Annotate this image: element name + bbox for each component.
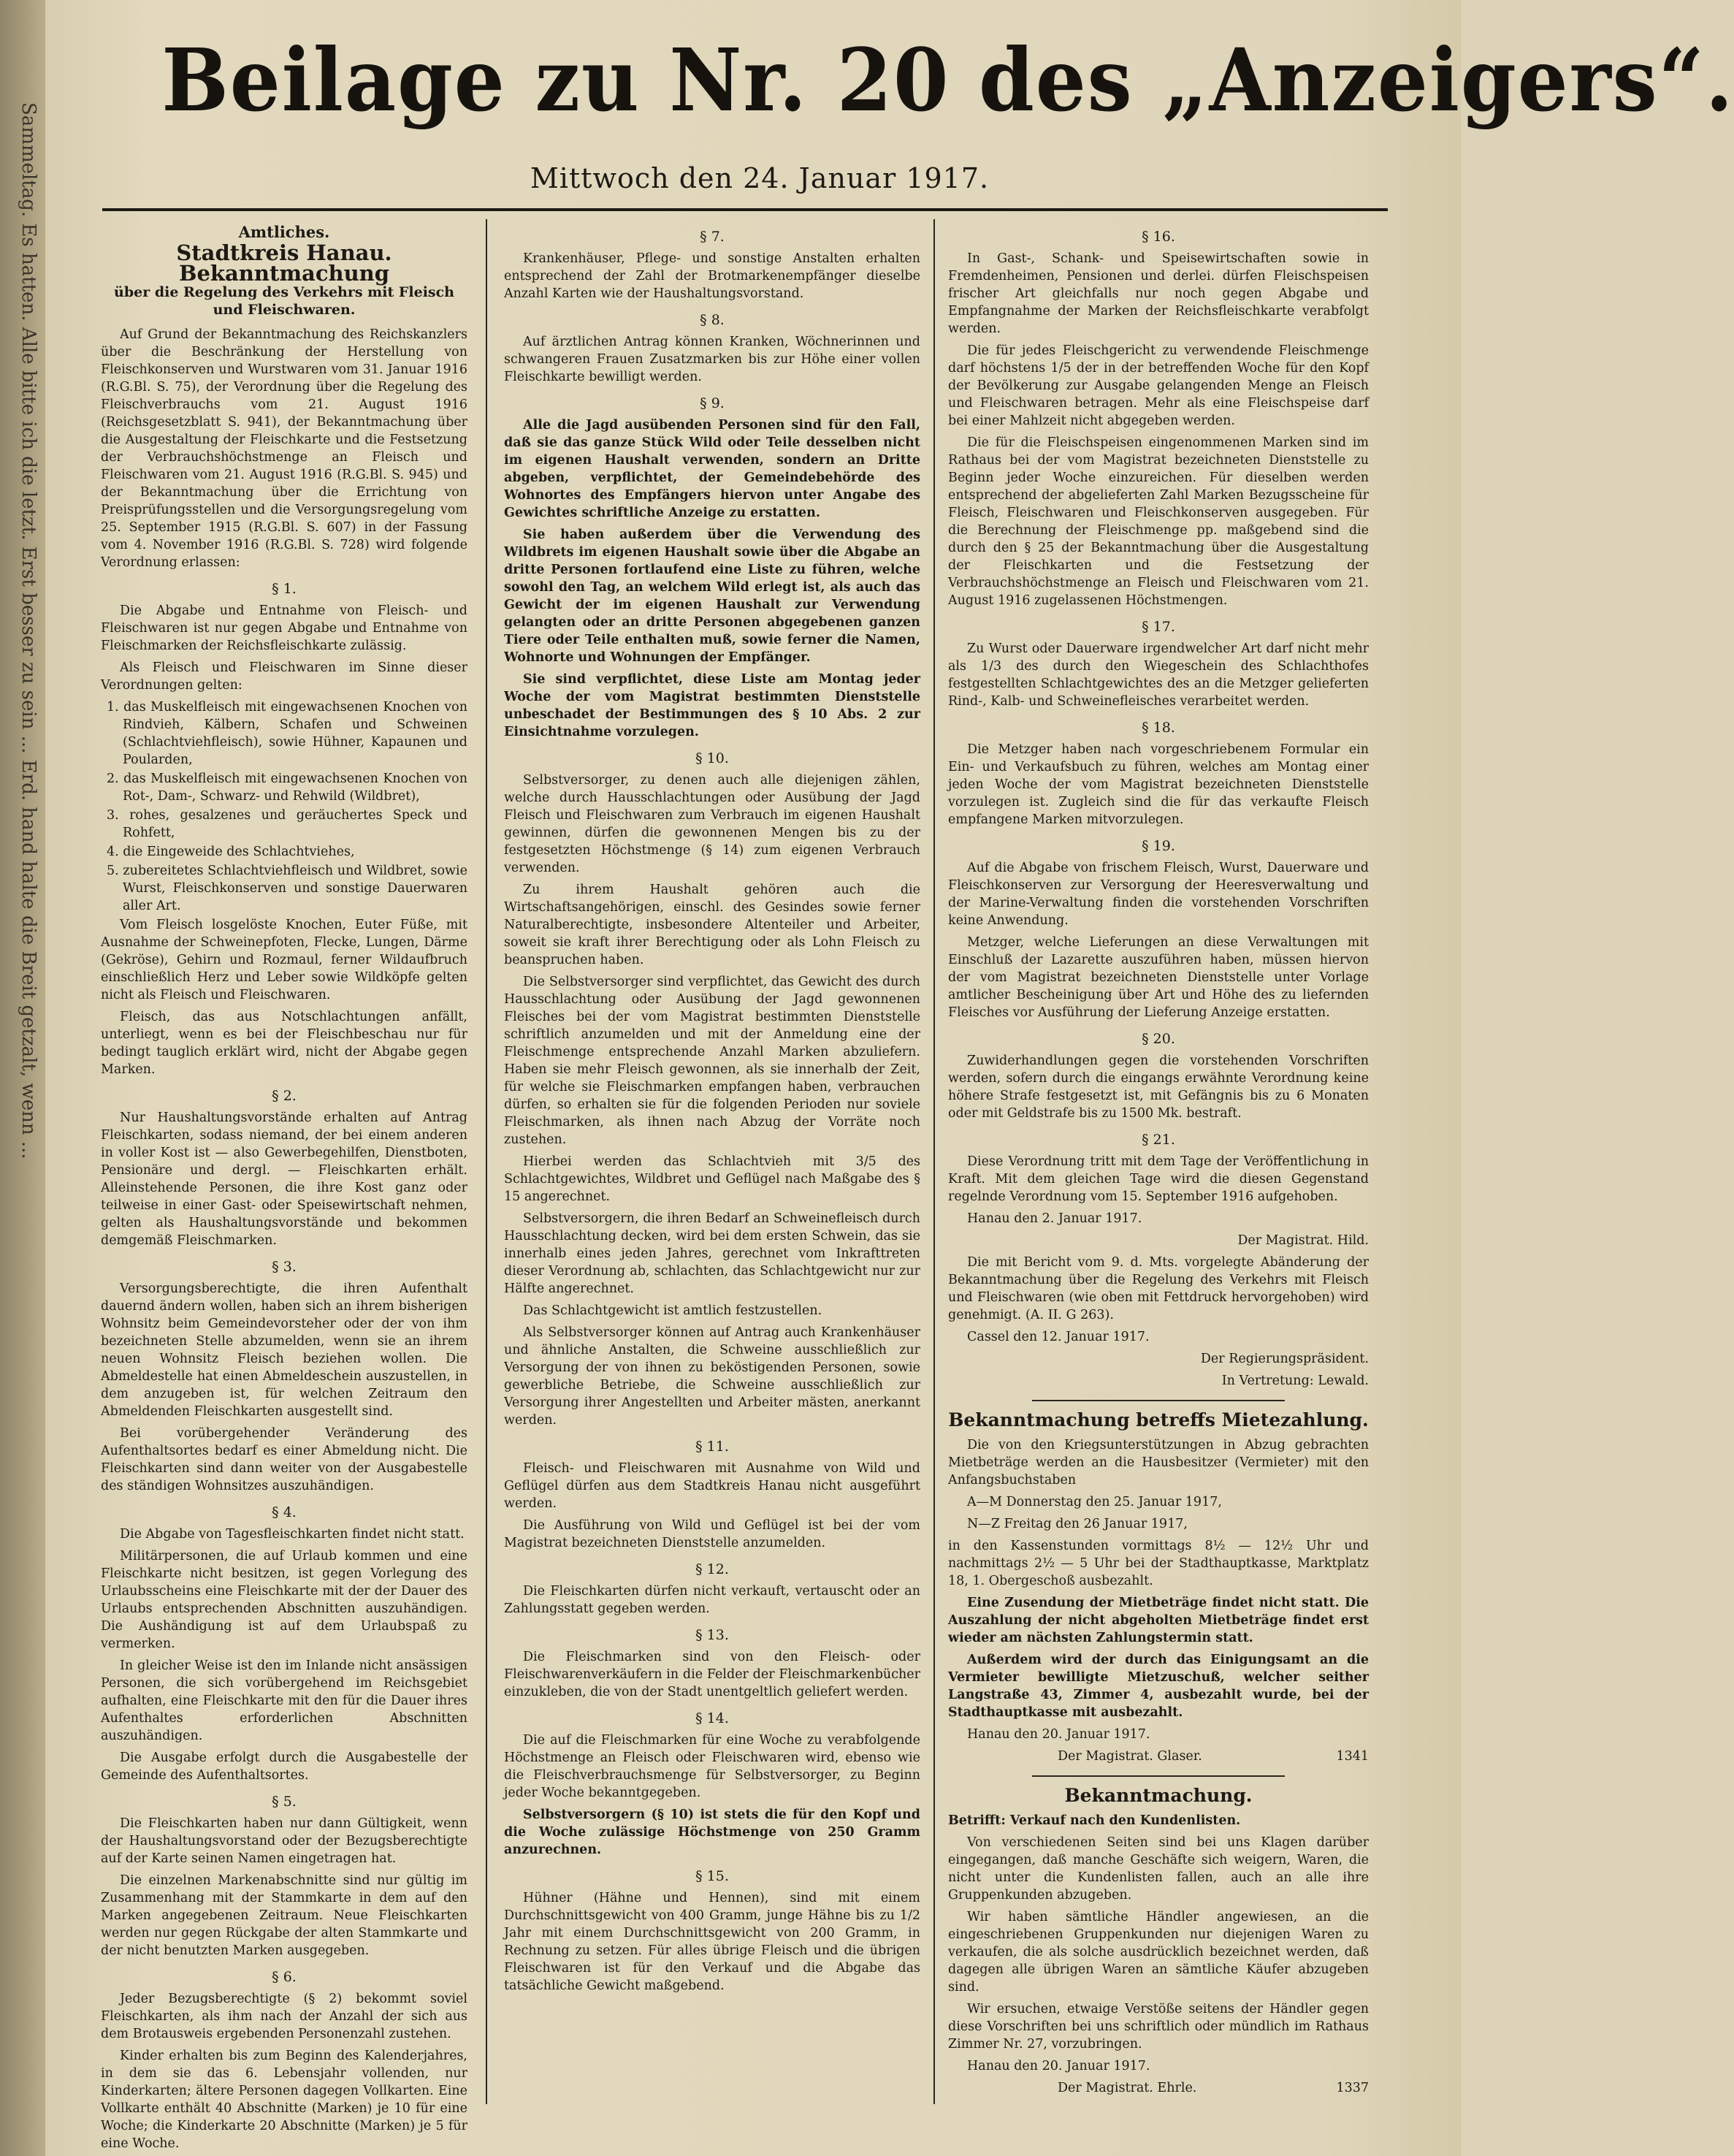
section-number: § 3. — [272, 1259, 297, 1275]
paragraph: Bei vorübergehender Veränderung des Aufenthaltsortes bedarf es einer Abmeldung nicht. Die Fleischkarten sind dann weiter von der Ausgabestelle des ständigen Wohnsitzes auszuhändigen. — [101, 1426, 467, 1493]
section-number: § 14. — [695, 1710, 729, 1726]
dateline-signature: Hanau den 20. Januar 1917. — [967, 2059, 1150, 2073]
section-number: § 1. — [272, 581, 297, 597]
paragraph: Auf Grund der Bekanntmachung des Reichskanzlers über die Beschränkung der Herstellung von Fleischkonserven und Wurstwaren vom 31. Januar 1916 (R.G.Bl. S. 75), der Verordnung über die Regelung des Fleischverbrauchs vom 21. August 1916 (Reichsgesetzblatt S. 941), der Bekanntmachung über die Ausgestaltung der Fleischkarte und die Festsetzung der Verbrauchshöchstmenge an Fleisch und Fleischwaren vom 21. August 1916 (R.G.Bl. S. 945) und der Bekanntmachung über die Errichtung von Preisprüfungsstellen und die Versorgungsregelung vom 25. September 1915 (R.G.Bl. S. 607) in der Fassung vom 4. November 1916 (R.G.Bl. S. 728) wird folgende Verordnung erlassen: — [101, 327, 467, 570]
paragraph: Metzger, welche Lieferungen an diese Verwaltungen mit Einschluß der Lazarette auszuführen haben, müssen hiervon der vom Magistrat bezeichneten Dienststelle unter Vorlage amtlicher Bescheinigung über Art und Höhe des zu liefernden Fleisches vor Ausführung der Lieferung Anzeige erstatten. — [948, 935, 1369, 1020]
section-number: § 13. — [695, 1627, 729, 1643]
section-number: § 11. — [695, 1439, 729, 1455]
paragraph: In gleicher Weise ist den im Inlande nicht ansässigen Personen, die sich vorübergehend im Reichsgebiet aufhalten, eine Fleischkarte mit den für die Dauer ihres Aufenthaltes erforderlichen Abschnitten auszuhändigen. — [101, 1658, 467, 1743]
section-number: § 16. — [1142, 229, 1175, 245]
section-number: § 9. — [700, 395, 725, 411]
signature: In Vertretung: Lewald. — [1221, 1374, 1369, 1388]
column-divider — [933, 219, 935, 2104]
section-number: § 4. — [272, 1504, 297, 1520]
paragraph: Fleisch, das aus Notschlachtungen anfällt, unterliegt, wenn es bei der Fleischbeschau nur für bedingt tauglich erklärt wird, nicht der Abgabe gegen Marken. — [101, 1010, 467, 1077]
dateline-signature: Cassel den 12. Januar 1917. — [967, 1330, 1150, 1344]
paragraph: Die Fleischmarken sind von den Fleisch- oder Fleischwarenverkäufern in die Felder der Fleischmarkenbücher einzukleben, die von der Stadt unentgeltlich geliefert werden. — [504, 1650, 920, 1699]
paragraph: Die für jedes Fleischgericht zu verwendende Fleischmenge darf höchstens 1/5 der in der betreffenden Woche für den Kopf der Bevölkerung zur Ausgabe gelangenden Menge an Fleisch und Fleischwaren betragen. Mehr als eine Fleischspeise darf bei einer Mahlzeit nicht abgegeben werden. — [948, 343, 1369, 428]
paragraph: Zu ihrem Haushalt gehören auch die Wirtschaftsangehörigen, einschl. des Gesindes sowie ferner Naturalberechtigte, insbesondere Altenteiler und Arbeiter, soweit sie kraft ihrer Berechtigung oder als Lohn Fleisch zu beanspruchen haben. — [504, 883, 920, 967]
column-1 — [101, 219, 467, 2151]
paragraph: Selbstversorgern, die ihren Bedarf an Schweinefleisch durch Hausschlachtung decken, wird bei dem ersten Schwein, das sie innerhalb eines jeden Jahres, gerechnet vom Inkrafttreten dieser Verordnung ab, schlachten, das Schlachtgewicht nur zur Hälfte angerechnet. — [504, 1211, 920, 1296]
paragraph: Hühner (Hähne und Hennen), sind mit einem Durchschnittsgewicht von 400 Gramm, junge Hähne bis zu 1/2 Jahr mit einem Durchschnittsgewicht von 200 Gramm, in Rechnung zu setzen. Für alles übrige Fleisch und die übrigen Fleischwaren ist für den Verkauf und die Abgabe das tatsächliche Gewicht maßgebend. — [504, 1891, 920, 1993]
paragraph: Auf die Abgabe von frischem Fleisch, Wurst, Dauerware und Fleischkonserven zur Versorgung der Heeresverwaltung und der Marine-Verwaltung finden die vorstehenden Vorschriften keine Anwendung. — [948, 861, 1369, 928]
column-divider — [486, 219, 487, 2104]
paragraph: Das Schlachtgewicht ist amtlich festzustellen. — [523, 1303, 822, 1318]
paragraph-bold: Selbstversorgern (§ 10) ist stets die für den Kopf und die Woche zulässige Höchstmenge von 250 Gramm anzurechnen. — [504, 1808, 920, 1857]
paragraph: Vom Fleisch losgelöste Knochen, Euter Füße, mit Ausnahme der Schweinepfoten, Flecke, Lungen, Därme (Gekröse), Gehirn und Rozmaul, ferner Wildaufbruch einschließlich Herz und Leber sowie Wildköpfe gelten nicht als Fleisch und Fleischwaren. — [101, 918, 467, 1002]
district-title: Stadtkreis Hanau. — [176, 240, 392, 265]
schedule-line: N—Z Freitag den 26 Januar 1917, — [967, 1517, 1188, 1531]
adjacent-page-text: Sammeltag. Es hatten. Alle bitte ich die letzt. Erst besser zu sein ... Erd. hand halte die Breit getzalt, wenn ... — [18, 102, 39, 1159]
paragraph: Die Selbstversorger sind verpflichtet, das Gewicht des durch Hausschlachtung oder Ausübung der Jagd gewonnenen Fleisches bei der vom Magistrat bestimmten Dienststelle schriftlich anzumelden und mit der Anmeldung eine der Fleischmenge entsprechende Anzahl Marken abzuliefern. Haben sie mehr Fleisch gewonnen, als sie innerhalb der Zeit, für welche sie Fleischmarken empfangen haben, verbrauchen dürfen, so erhalten sie für die folgenden Perioden nur soviele Fleischmarken, als ihnen nach Abzug der Vorräte noch zustehen. — [504, 975, 920, 1147]
paragraph: Die Fleischkarten haben nur dann Gültigkeit, wenn der Haushaltungsvorstand oder der Bezugsberechtigte auf der Karte seinen Namen eingetragen hat. — [101, 1816, 467, 1866]
notice-heading: Bekanntmachung — [178, 261, 390, 286]
section-number: § 7. — [700, 229, 725, 245]
list-item: 4. die Eingeweide des Schlachtviehes, — [107, 845, 355, 859]
signature: Der Magistrat. Ehrle. — [1058, 2081, 1197, 2095]
paragraph: In Gast-, Schank- und Speisewirtschaften sowie in Fremdenheimen, Pensionen und derlei. dürfen Fleischspeisen frischer Art gleichfalls nur noch gegen Abgabe und Empfangnahme der Marken der Reichsfleischkarte verabfolgt werden. — [948, 251, 1369, 336]
section-number: § 10. — [695, 750, 729, 766]
paragraph: Die Abgabe und Entnahme von Fleisch- und Fleischwaren ist nur gegen Abgabe und Entnahme von Fleischmarken der Reichsfleischkarte zulässig. — [101, 603, 467, 653]
paragraph: Die Metzger haben nach vorgeschriebenem Formular ein Ein- und Verkaufsbuch zu führen, welches am Montag einer jeden Woche der vom Magistrat bezeichneten Dienststelle vorzulegen ist. Zugleich sind die für das verkaufte Fleisch empfangene Marken mitvorzulegen. — [948, 742, 1369, 827]
paragraph: Kinder erhalten bis zum Beginn des Kalenderjahres, in dem sie das 6. Lebensjahr vollenden, nur Kinderkarten; ältere Personen dagegen Vollkarten. Eine Vollkarte enthält 40 Abschnitte (Marken) je 10 für eine Woche; die Kinderkarte 20 Abschnitte (Marken) je 5 für eine Woche. — [101, 2049, 467, 2151]
paragraph: Die auf die Fleischmarken für eine Woche zu verabfolgende Höchstmenge an Fleisch oder Fleischwaren wird, ebenso wie die Fleischverbrauchsmenge für Selbstversorger, zu Beginn jeder Woche bekanntgegeben. — [504, 1733, 920, 1800]
paragraph: Die Ausgabe erfolgt durch die Ausgabestelle der Gemeinde des Aufenthaltsortes. — [101, 1751, 467, 1783]
section-number: § 5. — [272, 1794, 297, 1810]
subject-line: Betrifft: Verkauf nach den Kundenlisten. — [948, 1813, 1241, 1828]
dateline: Mittwoch den 24. Januar 1917. — [530, 162, 990, 194]
signature-row — [948, 2079, 1369, 2097]
notice-heading: Bekanntmachung. — [1064, 1785, 1253, 1806]
list-item: 3. rohes, gesalzenes und geräuchertes Speck und Rohfett, — [107, 808, 467, 840]
paragraph: Als Selbstversorger können auf Antrag auch Krankenhäuser und ähnliche Anstalten, die Schweine ausschließlich zur Versorgung der von ihnen zu beköstigenden Personen, sowie gewerbliche Betriebe, die Schweine ausschließlich zur Versorgung ihrer Angestellten und Arbeiter mästen, anerkannt werden. — [504, 1325, 920, 1428]
notice-heading: Bekanntmachung betreffs Mietezahlung. — [948, 1409, 1369, 1431]
header-rule — [102, 208, 1388, 211]
paragraph: Von verschiedenen Seiten sind bei uns Klagen darüber eingegangen, daß manche Geschäfte sich weigern, Waren, die nicht unter die Kundenlisten fallen, auch an alle ihre Gruppenkunden abzugeben. — [948, 1835, 1369, 1902]
section-number: § 15. — [695, 1868, 729, 1884]
paragraph: Die Fleischkarten dürfen nicht verkauft, vertauscht oder an Zahlungsstatt gegeben werden. — [504, 1584, 920, 1616]
signature: Der Magistrat. Hild. — [1237, 1233, 1369, 1248]
paragraph: Krankenhäuser, Pflege- und sonstige Anstalten erhalten entsprechend der Zahl der Brotmarkenempfänger dieselbe Anzahl Karten wie der Haushaltungsvorstand. — [504, 251, 920, 301]
dateline-signature: Hanau den 20. Januar 1917. — [967, 1727, 1150, 1742]
section-number: § 19. — [1142, 838, 1175, 854]
notice-number: 1341 — [1336, 1749, 1369, 1764]
section-kicker: Amtliches. — [238, 223, 330, 241]
paragraph: Die von den Kriegsunterstützungen in Abzug gebrachten Mietbeträge werden an die Hausbesitzer (Vermieter) mit den Anfangsbuchstaben — [948, 1438, 1369, 1488]
signature: Der Magistrat. Glaser. — [1058, 1749, 1202, 1764]
paragraph: Zuwiderhandlungen gegen die vorstehenden Vorschriften werden, sofern durch die eingangs erwähnte Verordnung keine höhere Strafe festgesetzt ist, mit Gefängnis bis zu 6 Monaten oder mit Geldstrafe bis zu 1500 Mk. bestraft. — [948, 1054, 1369, 1121]
paragraph: Die mit Bericht vom 9. d. Mts. vorgelegte Abänderung der Bekanntmachung über die Regelung des Verkehrs mit Fleisch und Fleischwaren (wie oben mit Fettdruck hervorgehoben) wird genehmigt. (A. II. G 263). — [948, 1255, 1369, 1322]
section-number: § 20. — [1142, 1031, 1175, 1047]
list-item: 5. zubereitetes Schlachtviehfleisch und Wildbret, sowie Wurst, Fleischkonserven und sonstige Dauerwaren aller Art. — [107, 864, 467, 913]
paragraph: Wir haben sämtliche Händler angewiesen, an die eingeschriebenen Gruppenkunden nur diejenigen Waren zu verkaufen, die als solche ausdrücklich bezeichnet werden, daß dagegen alle übrigen Waren an sämtliche Käufer abzugeben sind. — [948, 1910, 1369, 1995]
paragraph-bold: Alle die Jagd ausübenden Personen sind für den Fall, daß sie das ganze Stück Wild oder Teile desselben nicht im eigenen Haushalt verwenden, sondern an Dritte abgeben, verpflichtet, der Gemeindebehörde des Wohnortes des Empfängers hiervon unter Angabe des Gewichtes schriftliche Anzeige zu erstatten. — [504, 418, 920, 520]
section-number: § 2. — [272, 1088, 297, 1104]
notice-subheading: über die Regelung des Verkehrs mit Fleisch und Fleischwaren. — [114, 284, 454, 318]
notice-number: 1337 — [1336, 2081, 1369, 2095]
section-number: § 21. — [1142, 1132, 1175, 1148]
paragraph: Auf ärztlichen Antrag können Kranken, Wöchnerinnen und schwangeren Frauen Zusatzmarken bis zur Höhe einer vollen Fleischkarte bewilligt werden. — [504, 335, 920, 384]
divider — [1032, 1775, 1285, 1777]
section-number: § 18. — [1142, 720, 1175, 736]
section-number: § 8. — [700, 312, 725, 328]
schedule-line: A—M Donnerstag den 25. Januar 1917, — [967, 1495, 1222, 1509]
paragraph: Selbstversorger, zu denen auch alle diejenigen zählen, welche durch Hausschlachtungen oder Ausübung der Jagd Fleisch und Fleischwaren zum Verbrauch im eigenen Haushalt gewinnen, dürfen die gewonnenen Mengen bis zu der festgesetzten Höchstmenge (§ 14) zum eigenen Verbrauch verwenden. — [504, 773, 920, 875]
list-item: 2. das Muskelfleisch mit eingewachsenen Knochen von Rot-, Dam-, Schwarz- und Rehwild (Wildbret), — [107, 772, 467, 804]
paragraph-bold: Sie sind verpflichtet, diese Liste am Montag jeder Woche der vom Magistrat bestimmten Dienststelle unbeschadet der Bestimmungen des § 10 Abs. 2 zur Einsichtnahme vorzulegen. — [504, 672, 920, 739]
paragraph: in den Kassenstunden vormittags 8½ — 12½ Uhr und nachmittags 2½ — 5 Uhr bei der Stadthauptkasse, Marktplatz 18, 1. Obergeschoß ausbezahlt. — [948, 1539, 1369, 1588]
column-3 — [948, 219, 1369, 2104]
paragraph: Jeder Bezugsberechtigte (§ 2) bekommt soviel Fleischkarten, als ihm nach der Anzahl der sich aus dem Brotausweis ergebenden Personenzahl zustehen. — [101, 1992, 467, 2041]
signature-office: Der Regierungspräsident. — [1200, 1352, 1369, 1366]
paragraph: Die Abgabe von Tagesfleischkarten findet nicht statt. — [120, 1527, 465, 1542]
list-item: 1. das Muskelfleisch mit eingewachsenen Knochen von Rindvieh, Kälbern, Schafen und Schweinen (Schlachtviehfleisch), sowie Hühner, Kapaunen und Poularden, — [107, 700, 467, 767]
paragraph: Die Ausführung von Wild und Geflügel ist bei der vom Magistrat bezeichneten Dienststelle anzumelden. — [504, 1518, 920, 1550]
paragraph: Versorgungsberechtigte, die ihren Aufenthalt dauernd ändern wollen, haben sich an ihrem bisherigen Wohnsitz beim Gemeindevorsteher oder der von ihm bezeichneten Stelle abzumelden, wenn sie an ihrem neuen Wohnsitz Fleisch beziehen wollen. Die Abmeldestelle hat einen Abmeldeschein auszustellen, in dem anzugeben ist, für welchen Zeitraum den Abmeldenden Fleischkarten ausgestellt sind. — [101, 1281, 467, 1419]
paragraph: Diese Verordnung tritt mit dem Tage der Veröffentlichung in Kraft. Mit dem gleichen Tage wird die diesen Gegenstand regelnde Verordnung vom 15. September 1916 aufgehoben. — [948, 1154, 1369, 1204]
paragraph: Wir ersuchen, etwaige Verstöße seitens der Händler gegen diese Vorschriften bei uns schriftlich oder mündlich im Rathaus Zimmer Nr. 27, vorzubringen. — [948, 2002, 1369, 2052]
paragraph-bold: Außerdem wird der durch das Einigungsamt an die Vermieter bewilligte Mietzuschuß, welcher seither Langstraße 43, Zimmer 4, ausbezahlt wurde, bei der Stadthauptkasse mit ausbezahlt. — [948, 1653, 1369, 1720]
paragraph: Hierbei werden das Schlachtvieh mit 3/5 des Schlachtgewichtes, Wildbret und Geflügel nach Maßgabe des § 15 angerechnet. — [504, 1154, 920, 1204]
paragraph: Militärpersonen, die auf Urlaub kommen und eine Fleischkarte nicht besitzen, ist gegen Vorlegung des Urlaubsscheins eine Fleischkarte mit der der Dauer des Urlaubs entsprechenden Abschnitten auszuhändigen. Die Aushändigung ist auf dem Urlaubspaß zu vermerken. — [101, 1549, 467, 1651]
dateline-signature: Hanau den 2. Januar 1917. — [967, 1211, 1142, 1226]
divider — [1032, 1400, 1285, 1401]
paragraph: Die für die Fleischspeisen eingenommenen Marken sind im Rathaus bei der vom Magistrat bezeichneten Dienststelle zu Beginn jeder Woche einzureichen. Für dieselben werden entsprechend der abgelieferten Zahl Marken Bezugsscheine für Fleisch, Fleischwaren und Fleischkonserven ausgegeben. Für die Berechnung der Fleischmenge pp. maßgebend sind die durch den § 25 der Bekanntmachung über die Ausgestaltung der Fleischkarten und die Festsetzung der Verbrauchshöchstmenge an Fleisch und Fleischwaren vom 21. August 1916 zugelassenen Höchstmengen. — [948, 435, 1369, 608]
paragraph: Zu Wurst oder Dauerware irgendwelcher Art darf nicht mehr als 1/3 des durch den Wiegeschein des Schlachthofes festgestellten Schlachtgewichtes des an die Metzger gelieferten Rind-, Kalb- und Schweinefleisches verarbeitet werden. — [948, 641, 1369, 709]
paragraph: Fleisch- und Fleischwaren mit Ausnahme von Wild und Geflügel dürfen aus dem Stadtkreis Hanau nicht ausgeführt werden. — [504, 1461, 920, 1511]
section-number: § 17. — [1142, 619, 1175, 635]
paragraph: Nur Haushaltungsvorstände erhalten auf Antrag Fleischkarten, sodass niemand, der bei einem anderen in voller Kost ist — also Gewerbegehilfen, Dienstboten, Pensionäre und dergl. — Fleischkarten erhält. Alleinstehende Personen, die ihre Kost ganz oder teilweise in einer Gast- oder Speisewirtschaft nehmen, gelten als Haushaltungsvorstände und bekommen demgemäß Fleischmarken. — [101, 1111, 467, 1248]
paragraph-bold: Sie haben außerdem über die Verwendung des Wildbrets im eigenen Haushalt sowie über die Abgabe an dritte Personen fortlaufend eine Liste zu führen, welche sowohl den Tag, an welchem Wild erlegt ist, als auch das Gewicht der im eigenen Haushalt zur Verwendung gelangten oder an dritte Personen abgegebenen ganzen Tiere oder Teile enthalten muß, sowie ferner die Namen, Wohnorte und Wohnungen der Empfänger. — [504, 527, 920, 665]
adjacent-page-strip — [0, 0, 45, 2156]
signature-row — [948, 1748, 1369, 1765]
paragraph: Als Fleisch und Fleischwaren im Sinne dieser Verordnungen gelten: — [101, 660, 467, 693]
section-number: § 6. — [272, 1969, 297, 1985]
paragraph-bold: Eine Zusendung der Mietbeträge findet nicht statt. Die Auszahlung der nicht abgeholten Mietbeträge findet erst wieder am nächsten Zahlungstermin statt. — [948, 1596, 1369, 1645]
column-2 — [504, 219, 920, 2104]
section-number: § 12. — [695, 1561, 729, 1577]
paragraph: Die einzelnen Markenabschnitte sind nur gültig im Zusammenhang mit der Stammkarte in dem auf den Marken angegebenen Zeitraum. Neue Fleischkarten werden nur gegen Rückgabe der alten Stammkarte und der nicht benutzten Marken ausgegeben. — [101, 1873, 467, 1958]
masthead-title: Beilage zu Nr. 20 des „Anzeigers“. — [161, 29, 1734, 131]
